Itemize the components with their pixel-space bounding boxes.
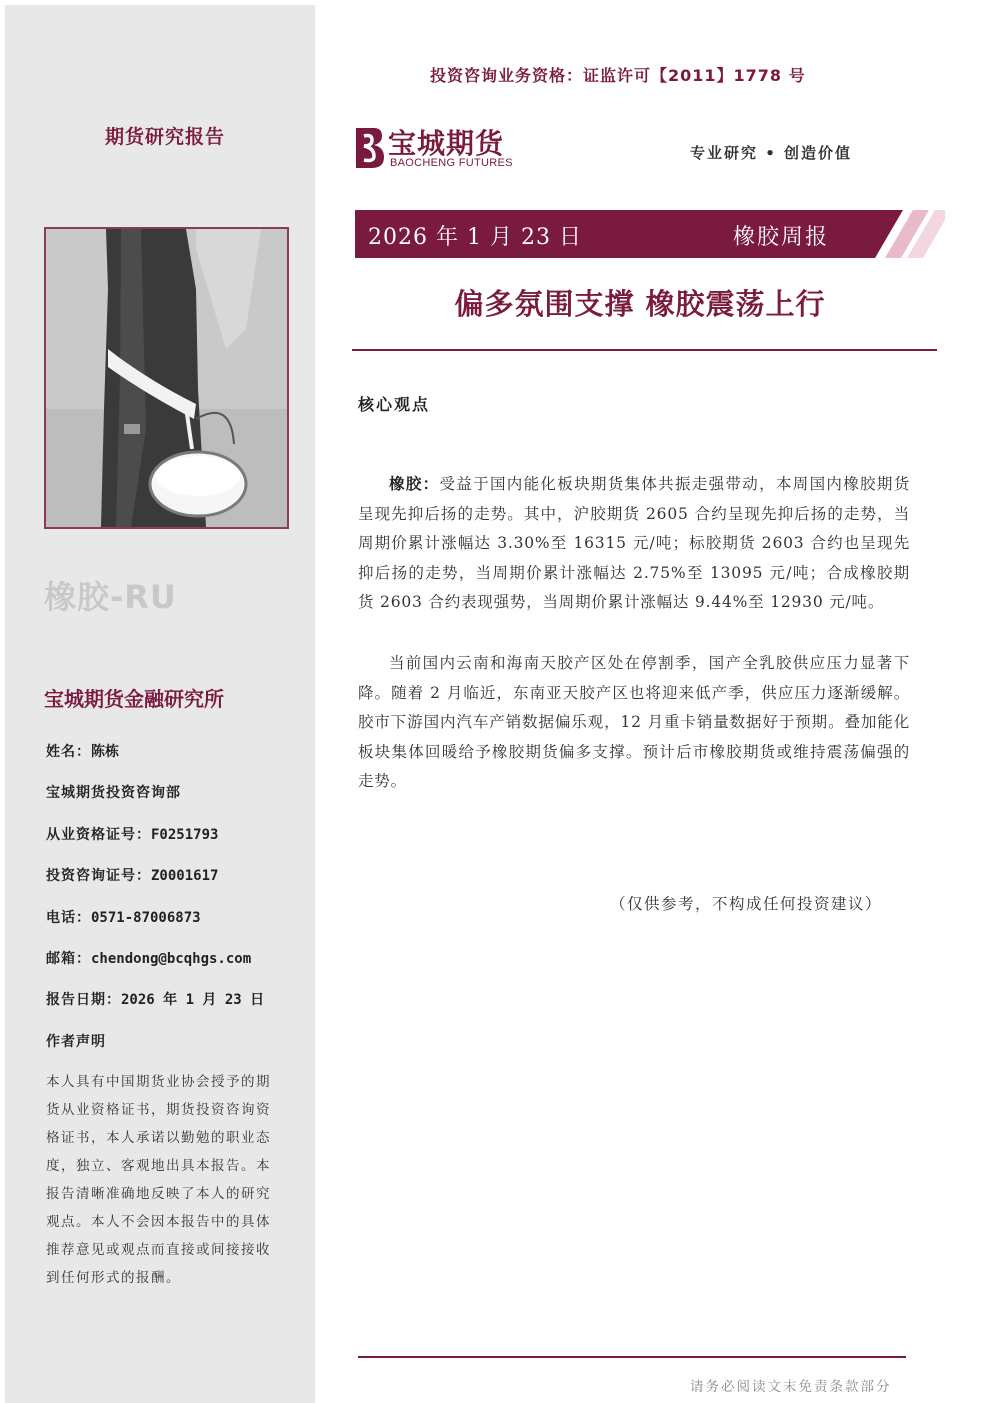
email-label: 邮箱：	[46, 951, 91, 967]
report-date-value: 2026 年 1 月 23 日	[121, 992, 265, 1008]
product-code: 橡胶-RU	[44, 578, 177, 616]
author-name-label: 姓名：	[46, 744, 91, 760]
advisory-number-label: 投资咨询证号：	[46, 868, 151, 884]
license-number-line	[46, 824, 218, 844]
advisory-number-value: Z0001617	[151, 868, 219, 884]
logo-mark-icon	[350, 122, 388, 172]
author-statement-heading	[46, 1031, 106, 1051]
paragraph-text: 受益于国内能化板块期货集体共振走强带动，本周国内橡胶期货呈现先抑后扬的走势。其中，沪胶期货 2605 合约呈现先抑后扬的走势，当周期价累计涨幅达 3.30%至 16315 元/吨；标胶期货 2603 合约也呈现先抑后扬的走势，当周期价累计涨幅达 2.75%至 13095 元/吨；合成橡胶期货 2603 合约表现强势，当周期价累计涨幅达 9.44%至 12930 元/吨。	[358, 475, 911, 611]
email-value[interactable]: chendong@bcqhgs.com	[91, 951, 252, 967]
qualification-line: 投资咨询业务资格：证监许可【2011】1778 号	[430, 66, 806, 85]
paragraph-text: 当前国内云南和海南天胶产区处在停割季，国产全乳胶供应压力显著下降。随着 2 月临近，东南亚天胶产区也将迎来低产季，供应压力逐渐缓解。胶市下游国内汽车产销数据偏乐观，12 月重卡销量数据好于预期。叠加能化板块集体回暖给予橡胶期货偏多支撑。预计后市橡胶期货或维持震荡偏强的走势。	[358, 654, 910, 790]
header-divider	[352, 349, 937, 351]
author-statement-text: 本人具有中国期货业协会授予的期货从业资格证书，期货投资咨询资格证书，本人承诺以勤勉的职业态度，独立、客观地出具本报告。本报告清晰准确地反映了本人的研究观点。本人不会因本报告中的具体推荐意见或观点而直接或间接接收到任何形式的报酬。	[46, 1074, 271, 1286]
phone-value: 0571-87006873	[91, 910, 201, 926]
author-name-value: 陈栋	[91, 744, 119, 760]
advisory-number-line	[46, 865, 218, 885]
footer-note: 请务必阅读文末免责条款部分	[690, 1379, 892, 1395]
license-number-value: F0251793	[151, 827, 219, 843]
phone-label: 电话：	[46, 910, 91, 926]
department-label: 宝城期货投资咨询部	[46, 785, 181, 801]
rubber-tree-photo	[44, 227, 289, 529]
license-number-label: 从业资格证号：	[46, 827, 151, 843]
banner-report-name: 橡胶周报	[733, 225, 830, 250]
banner-date: 2026 年 1 月 23 日	[368, 225, 582, 250]
report-type-label: 期货研究报告	[104, 126, 225, 148]
logo-chinese-name: 宝城期货	[388, 127, 505, 160]
company-slogan: 专业研究 • 创造价值	[690, 144, 853, 162]
report-date-line	[46, 989, 264, 1009]
footer-divider	[358, 1356, 906, 1358]
research-institute-name: 宝城期货金融研究所	[44, 687, 224, 711]
author-name-line	[46, 741, 119, 761]
paragraph-lead: 橡胶：	[389, 474, 440, 493]
paragraph-rubber	[358, 469, 910, 618]
report-date-label: 报告日期：	[46, 992, 121, 1008]
report-headline: 偏多氛围支撑 橡胶震荡上行	[454, 287, 826, 321]
section-title: 核心观点	[358, 395, 431, 414]
phone-line	[46, 907, 201, 927]
email-line	[46, 948, 251, 968]
author-statement-label: 作者声明	[46, 1034, 106, 1050]
paragraph-outlook	[358, 649, 910, 797]
company-logo	[350, 122, 525, 172]
logo-english-name: BAOCHENG FUTURES	[390, 157, 513, 169]
disclaimer-text: （仅供参考，不构成任何投资建议）	[610, 895, 883, 913]
department-line	[46, 782, 181, 802]
